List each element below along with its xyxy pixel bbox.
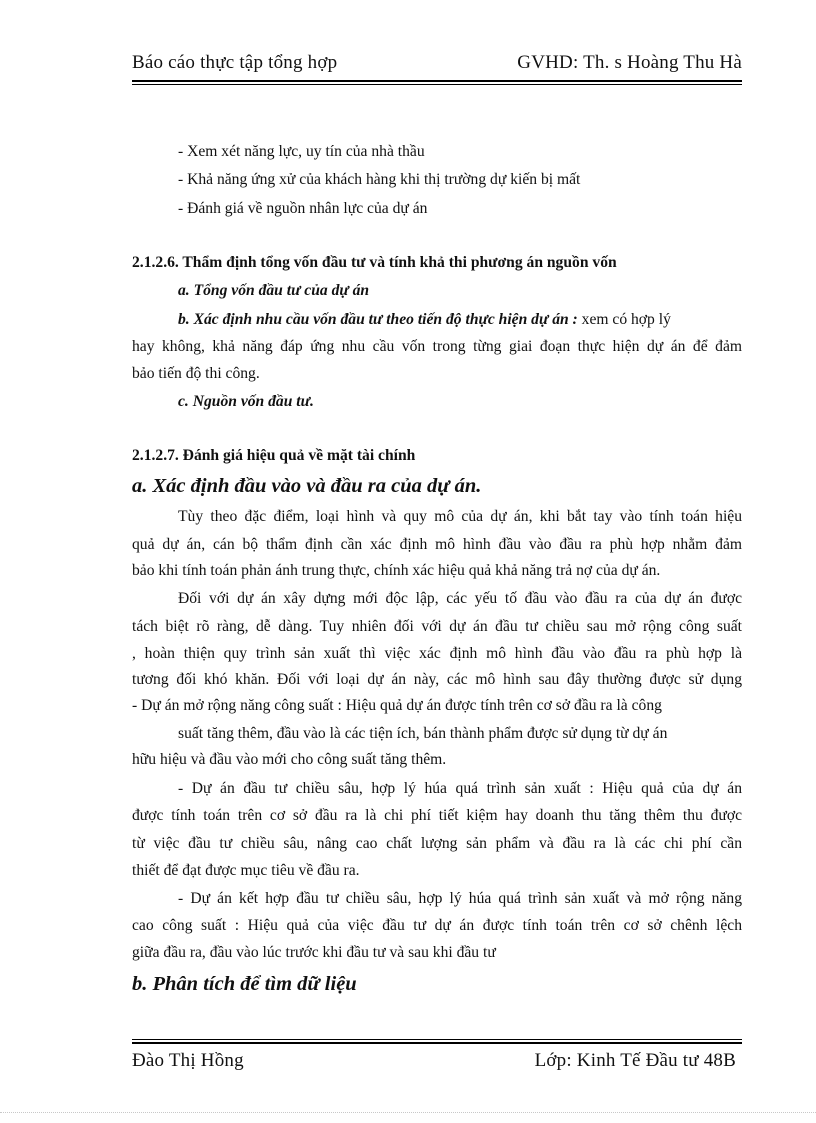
item-b-line2: hay không, khả năng đáp ứng nhu cầu vốn trong từng giai đoạn thực hiện dự án để đảm [132, 338, 742, 355]
footer-rule-thin [132, 1039, 742, 1040]
bullet-line: - Khả năng ứng xử của khách hàng khi thị trường dự kiến bị mất [178, 171, 581, 188]
bullet-line: - Xem xét năng lực, uy tín của nhà thầu [178, 143, 425, 160]
footer-left: Đào Thị Hồng [132, 1050, 244, 1071]
paragraph-line: - Dự án mở rộng năng công suất : Hiệu quả dự án được tính trên cơ sở đầu ra là công [132, 697, 662, 714]
header-right: GVHD: Th. s Hoàng Thu Hà [517, 52, 742, 73]
header-rule [132, 80, 742, 82]
paragraph-line: suất tăng thêm, đầu vào là các tiện ích, bán thành phẩm được sử dụng từ dự án [178, 725, 668, 742]
paragraph-line: thiết để đạt được mục tiêu về đầu ra. [132, 862, 360, 879]
paragraph-line: hữu hiệu và đầu vào mới cho công suất tăng thêm. [132, 751, 447, 768]
page-boundary [0, 1112, 816, 1113]
paragraph-line: cao công suất : Hiệu quả của việc đầu tư dự án được tính toán trên cơ sở chênh lệch [132, 917, 742, 934]
paragraph-line: từ việc đầu tư chiều sâu, nâng cao chất lượng sản phẩm và đầu ra là các chi phí cần [132, 835, 742, 852]
paragraph-line: được tính toán trên cơ sở đầu ra là chi phí tiết kiệm hay doanh thu tăng thêm thu được [132, 807, 742, 824]
paragraph-line: tương đối khó khăn. Đối với loại dự án này, các mô hình sau đây thường được sử dụng [132, 671, 742, 688]
item-a: a. Tổng vốn đầu tư của dự án [178, 282, 370, 299]
item-b-rest: xem có hợp lý [577, 311, 671, 328]
item-b-line1 [178, 310, 742, 330]
bullet-line: - Đánh giá về nguồn nhân lực của dự án [178, 200, 428, 217]
item-b-label: b. Xác định nhu cầu vốn đầu tư theo tiến độ thực hiện dự án : [178, 311, 578, 328]
footer-right: Lớp: Kinh Tế Đầu tư 48B [534, 1050, 736, 1071]
footer-rule [132, 1042, 742, 1044]
section-heading: 2.1.2.6. Thẩm định tổng vốn đầu tư và tính khả thi phương án nguồn vốn [132, 254, 617, 271]
sub-heading-a: a. Xác định đầu vào và đầu ra của dự án. [132, 475, 482, 497]
section-heading: 2.1.2.7. Đánh giá hiệu quả về mặt tài chính [132, 447, 416, 464]
paragraph-line: Đối với dự án xây dựng mới độc lập, các yếu tố đầu vào đầu ra của dự án được [178, 590, 742, 607]
paragraph-line: , hoàn thiện quy trình sản xuất thì việc xác định mô hình đầu vào đầu ra phù hợp là [132, 645, 742, 662]
paragraph-line: giữa đầu ra, đầu vào lúc trước khi đầu tư và sau khi đầu tư [132, 944, 496, 961]
header-rule-thin [132, 84, 742, 85]
item-c: c. Nguồn vốn đầu tư. [178, 393, 314, 410]
header-left: Báo cáo thực tập tổng hợp [132, 52, 338, 73]
sub-heading-b: b. Phân tích để tìm dữ liệu [132, 973, 357, 995]
item-b-line3: bảo tiến độ thi công. [132, 365, 260, 382]
paragraph-line: Tùy theo đặc điểm, loại hình và quy mô của dự án, khi bắt tay vào tính toán hiệu [178, 508, 742, 525]
paragraph-line: tách biệt rõ ràng, dễ dàng. Tuy nhiên đối với dự án đầu tư chiều sau mở rộng công suất [132, 618, 742, 635]
paragraph-line: - Dự án kết hợp đầu tư chiều sâu, hợp lý húa quá trình sản xuất và mở rộng năng [178, 890, 742, 907]
paragraph-line: - Dự án đầu tư chiều sâu, hợp lý húa quá trình sản xuất : Hiệu quả của dự án [178, 780, 742, 797]
paragraph-line: bảo khi tính toán phản ánh trung thực, chính xác hiệu quả khả năng trả nợ của dự án. [132, 562, 661, 579]
paragraph-line: quả dự án, cán bộ thẩm định cần xác định mô hình đầu vào đầu ra phù hợp nhằm đảm [132, 536, 742, 553]
